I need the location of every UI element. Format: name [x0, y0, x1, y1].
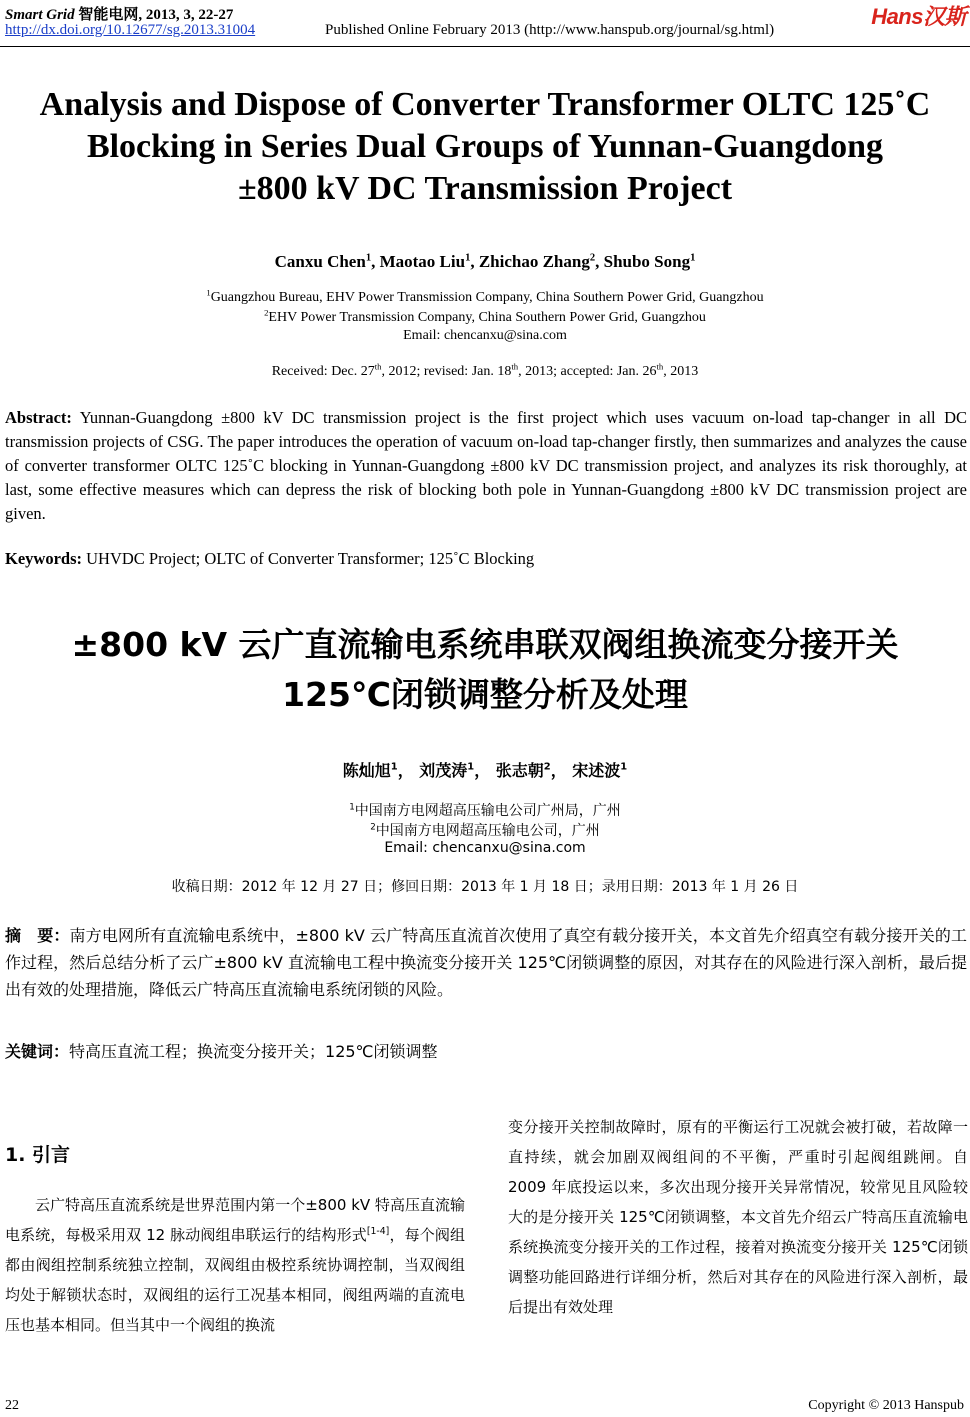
journal-name-en: Smart Grid: [5, 7, 75, 23]
received-dates-cn: 收稿日期：2012 年 12 月 27 日；修回日期：2013 年 1 月 18 日；录用日期：2013 年 1 月 26 日: [171, 879, 799, 895]
intro-right-column: 变分接开关控制故障时，原有的平衡运行工况就会被打破，若故障一直持续，就会加剧双阀组间的不平衡，严重时引起阀组跳闸。自 2009 年底投运以来，多次出现分接开关异常情况，较常见且风险较大的是分接开关 125℃闭锁调整，本文首先介绍云广特高压直流输电系统换流变分接开关的工作过程，接着对换流变分接开关 125℃闭锁调整功能回路进行详细分析，然后对其存在的风险进行深入剖析，最后提出有效处理: [508, 1118, 968, 1316]
copyright: Copyright © 2013 Hanspub: [808, 1398, 964, 1413]
published-online: Published Online February 2013 (http://www.hanspub.org/journal/sg.html): [325, 22, 775, 38]
affiliation-1-en: $^1$Guangzhou Bureau, EHV Power Transmission Company, China Southern Power Grid, Guangzhou: [206, 287, 764, 305]
intro-left-column: 云广特高压直流系统是世界范围内第一个±800 kV 特高压直流输电系统，每极采用双 12 脉动阀组串联运行的结构形式[1-4]，每个阀组都由阀组控制系统独立控制，双阀组由极控系统协调控制，当双阀组均处于解锁状态时，双阀组的运行工况基本相同，阀组两端的直流电压也基本相同。但当其中一个阀组的换流: [5, 1196, 465, 1334]
keywords-text-cn: 特高压直流工程；换流变分接开关；125℃闭锁调整: [69, 1042, 438, 1061]
keywords-en: [5, 547, 967, 571]
doi-link[interactable]: http://dx.doi.org/10.12677/sg.2013.31004: [5, 22, 256, 38]
paper-title-cn: ±800 kV 云广直流输电系统串联双阀组换流变分接开关 125℃闭锁调整分析及处理: [71, 625, 899, 714]
affiliation-1-cn: $^1$中国南方电网超高压输电公司广州局，广州: [349, 802, 621, 819]
abstract-en: [5, 406, 967, 526]
authors-cn: 陈灿旭$^1$， 刘茂涛$^1$， 张志朝$^2$， 宋述波$^1$: [342, 761, 628, 780]
authors-en: Canxu Chen$^1$, Maotao Liu$^1$, Zhichao Zhang$^2$, Shubo Song$^1$: [274, 252, 696, 271]
affiliation-2-cn: $^2$中国南方电网超高压输电公司，广州: [370, 822, 600, 839]
keywords-label-cn: 关键词：: [5, 1042, 70, 1061]
citation: [1-4]: [366, 1226, 390, 1237]
paper-title-en: Analysis and Dispose of Converter Transformer OLTC 125˚C Blocking in Series Dual Groups of Yunnan-Guangdong ±800 kV DC Transmission Project: [39, 86, 931, 207]
abstract-text-en: Yunnan-Guangdong ±800 kV DC transmission project is the first project which uses vacuum on-load tap-changer in all DC transmission projects of CSG. The paper introduces the operation of vacuum on-load tap-changer firstly, then summarizes and analyzes the cause of converter transformer OLTC 125˚C blocking in Yunnan-Guangdong ±800 kV DC transmission project, and analyzes its risk thoroughly, at last, some effective measures which can depress the risk of blocking both pole in Yunnan-Guangdong ±800 kV DC transmission project are given.: [5, 408, 968, 523]
received-dates-en: Received: Dec. 27th, 2012; revised: Jan. 18th, 2013; accepted: Jan. 26th, 2013: [271, 361, 699, 379]
abstract-cn: [5, 922, 967, 1003]
abstract-label-cn: 摘 要：: [5, 926, 70, 945]
keywords-text-en: UHVDC Project; OLTC of Converter Transformer; 125˚C Blocking: [86, 549, 535, 568]
journal-volume: , 2013, 3, 22-27: [138, 7, 234, 23]
email-cn: Email: chencanxu@sina.com: [384, 840, 586, 856]
page-number: 22: [5, 1398, 19, 1413]
hans-logo: Hans汉斯: [871, 4, 966, 29]
keywords-cn: [5, 1038, 967, 1065]
abstract-label-en: Abstract:: [5, 408, 72, 427]
section-title-introduction: 1. 引言: [5, 1144, 71, 1166]
affiliation-2-en: $^2$EHV Power Transmission Company, China Southern Power Grid, Guangzhou: [264, 307, 706, 325]
journal-name-cn: 智能电网: [78, 7, 139, 23]
header-rule: [0, 46, 970, 47]
journal-header: [5, 3, 233, 24]
email-en: Email: chencanxu@sina.com: [403, 328, 567, 343]
abstract-text-cn: 南方电网所有直流输电系统中，±800 kV 云广特高压直流首次使用了真空有载分接开关，本文首先介绍真空有载分接开关的工作过程，然后总结分析了云广±800 kV 直流输电工程中换流变分接开关 125℃闭锁调整的原因，对其存在的风险进行深入剖析，最后提出有效的处理措施，降低云广特高压直流输电系统闭锁的风险。: [5, 926, 967, 999]
keywords-label-en: Keywords:: [5, 549, 82, 568]
